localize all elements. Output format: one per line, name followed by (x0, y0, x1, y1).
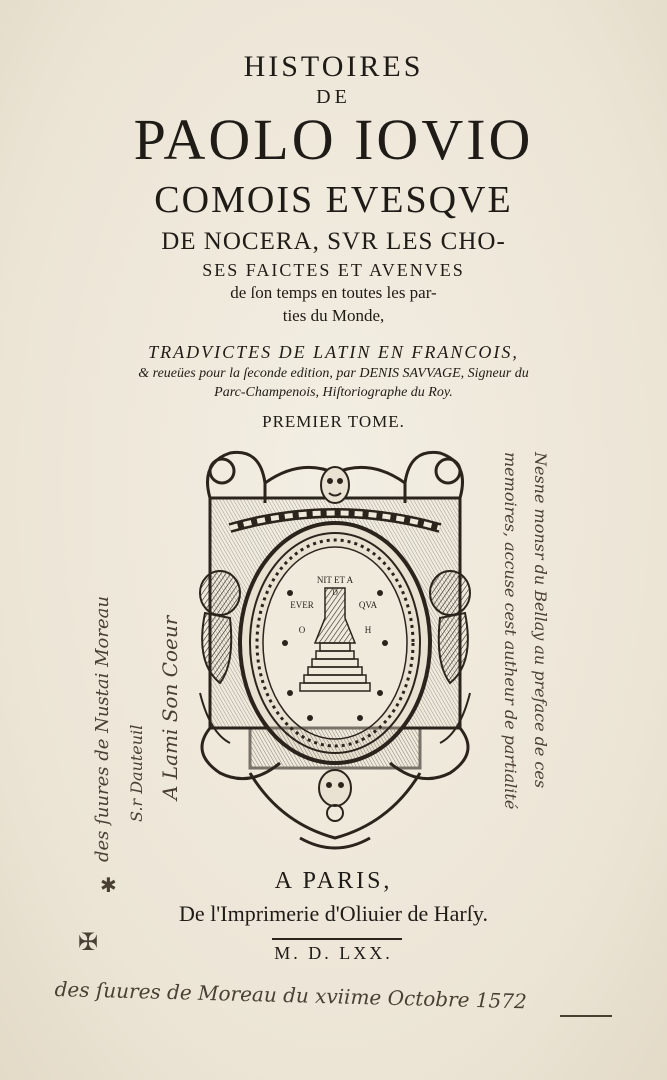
emblem-letter-right: H (364, 625, 372, 635)
manuscript-note-left-1: des ſuures de Nustai Moreau (92, 596, 113, 862)
title-line-monde: ties du Monde, (282, 306, 385, 325)
translation-heading: TRADVICTES DE LATIN EN FRANCOIS, (148, 342, 519, 362)
year-rule-top (272, 938, 402, 940)
emblem-motto-left: EVER (290, 600, 314, 610)
title-line-faictes: SES FAICTES ET AVENVES (202, 260, 465, 280)
printers-device-woodcut (190, 443, 480, 858)
manuscript-note-bottom: des ſuures de Moreau du xviime Octobre 1572 (54, 977, 528, 1014)
translation-credit: & reueües pour la ſeconde edition, par DENIS SAVVAGE, Signeur du (138, 366, 529, 381)
title-line-comois: COMOIS EVESQVE (154, 179, 513, 221)
top-mask (321, 467, 349, 503)
emblem-motto-top: NIT ET A (316, 575, 354, 585)
volume-label: PREMIER TOME. (262, 412, 405, 431)
translation-credit-cont: Parc-Champenois, Hiſtoriographe du Roy. (214, 385, 453, 400)
title-line-nocera: DE NOCERA, SVR LES CHO- (161, 228, 506, 255)
manuscript-note-left-3: A Lami Son Coeur (158, 615, 182, 800)
bottom-mask (319, 770, 351, 821)
manuscript-note-left-2: S.r Dauteuil (127, 724, 146, 822)
title-author-name: PAOLO IOVIO (133, 107, 534, 172)
manuscript-cross-mark-icon: ✠ (78, 928, 99, 956)
emblem-letter-left: O (298, 625, 306, 635)
imprint-printer: De l'Imprimerie d'Oliuier de Harſy. (179, 901, 488, 926)
manuscript-underline (560, 1015, 612, 1017)
imprint-year: M. D. LXX. (274, 943, 393, 963)
emblem-motto-right: QVA (358, 600, 378, 610)
manuscript-note-right: Nesne monsr du Bellay au preface de ces memoires, accuse cest autheur de partialité (501, 452, 550, 810)
title-line-de: DE (316, 86, 351, 108)
title-line-temps: de ſon temps en toutes les par- (230, 283, 437, 302)
imprint-city: A PARIS, (274, 868, 393, 894)
manuscript-mark-icon: ✱ (100, 873, 117, 897)
title-line-histoires: HISTOIRES (243, 50, 424, 83)
